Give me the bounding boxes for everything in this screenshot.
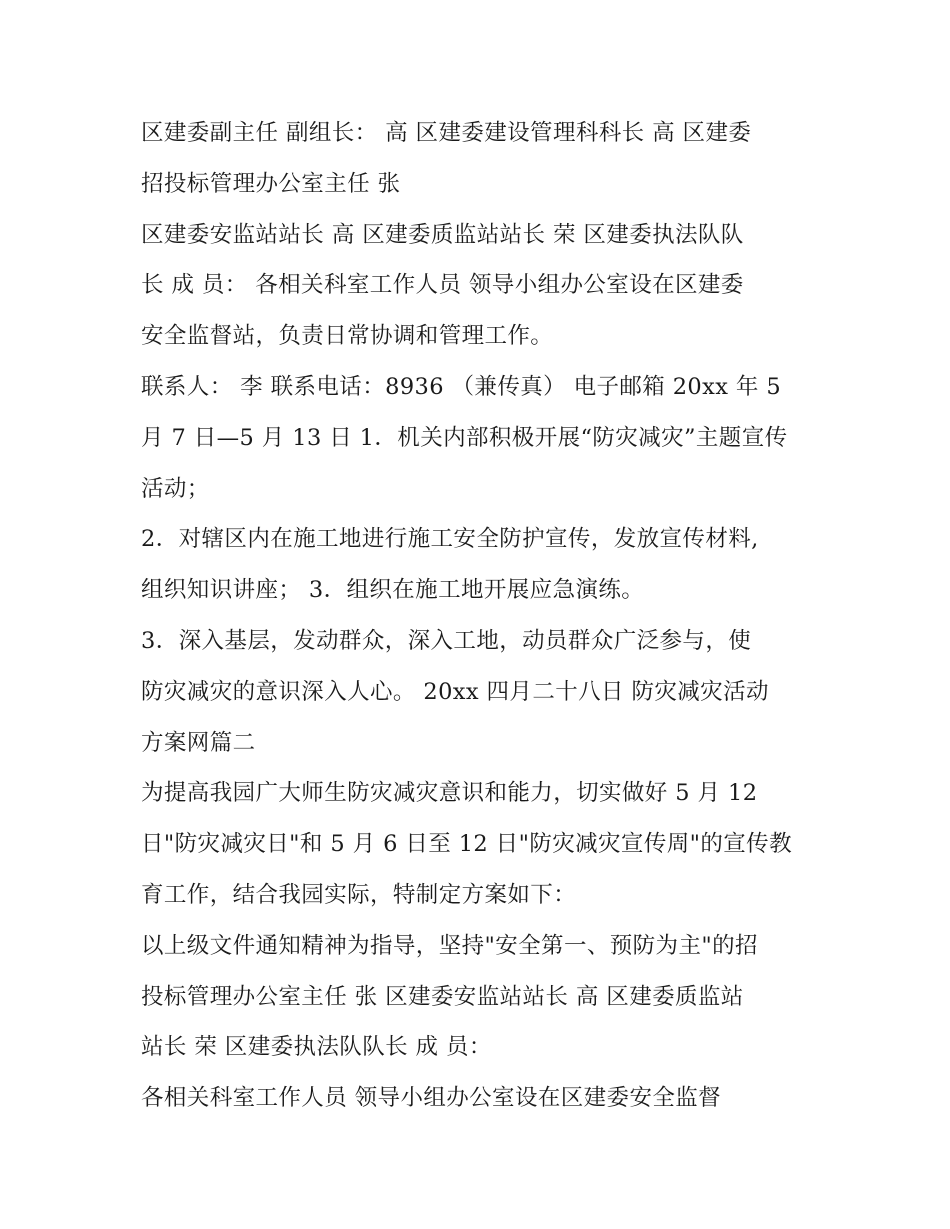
text-line: 育工作，结合我园实际，特制定方案如下： xyxy=(141,881,577,908)
text-line: 方案网篇二 xyxy=(141,729,256,756)
text-line: 区建委副主任 副组长： 高 区建委建设管理科科长 高 区建委 xyxy=(141,120,752,146)
text-line: 月 7 日—5 月 13 日 1．机关内部积极开展“防灾减灾”主题宣传 xyxy=(141,424,788,451)
text-line: 长 成 员： 各相关科室工作人员 领导小组办公室设在区建委 xyxy=(141,272,744,299)
text-line: 防灾减灾的意识深入人心。 20xx 四月二十八日 防灾减灾活动 xyxy=(141,678,769,705)
text-line: 组织知识讲座； 3．组织在施工地开展应急演练。 xyxy=(141,577,645,604)
text-line: 2．对辖区内在施工地进行施工安全防护宣传，发放宣传材料, xyxy=(141,526,759,553)
text-line: 联系人： 李 联系电话：8936 （兼传真） 电子邮箱 20xx 年 5 xyxy=(141,373,782,400)
text-line: 招投标管理办公室主任 张 xyxy=(141,170,401,197)
text-line: 活动； xyxy=(141,475,210,502)
text-line: 区建委安监站站长 高 区建委质监站站长 荣 区建委执法队队 xyxy=(141,221,744,248)
text-line: 投标管理办公室主任 张 区建委安监站站长 高 区建委质监站 xyxy=(141,983,744,1010)
text-line: 站长 荣 区建委执法队队长 成 员： xyxy=(141,1034,492,1061)
text-line: 安全监督站，负责日常协调和管理工作。 xyxy=(141,323,554,350)
text-line: 以上级文件通知精神为指导，坚持"安全第一、预防为主"的招 xyxy=(141,932,758,959)
text-line: 为提高我园广大师生防灾减灾意识和能力，切实做好 5 月 12 xyxy=(141,780,758,807)
document-body xyxy=(141,108,821,1124)
text-line: 各相关科室工作人员 领导小组办公室设在区建委安全监督 xyxy=(141,1085,722,1112)
text-line: 日"防灾减灾日"和 5 月 6 日至 12 日"防灾减灾宣传周"的宣传教 xyxy=(141,831,792,858)
text-line: 3．深入基层，发动群众，深入工地，动员群众广泛参与，使 xyxy=(141,627,752,654)
